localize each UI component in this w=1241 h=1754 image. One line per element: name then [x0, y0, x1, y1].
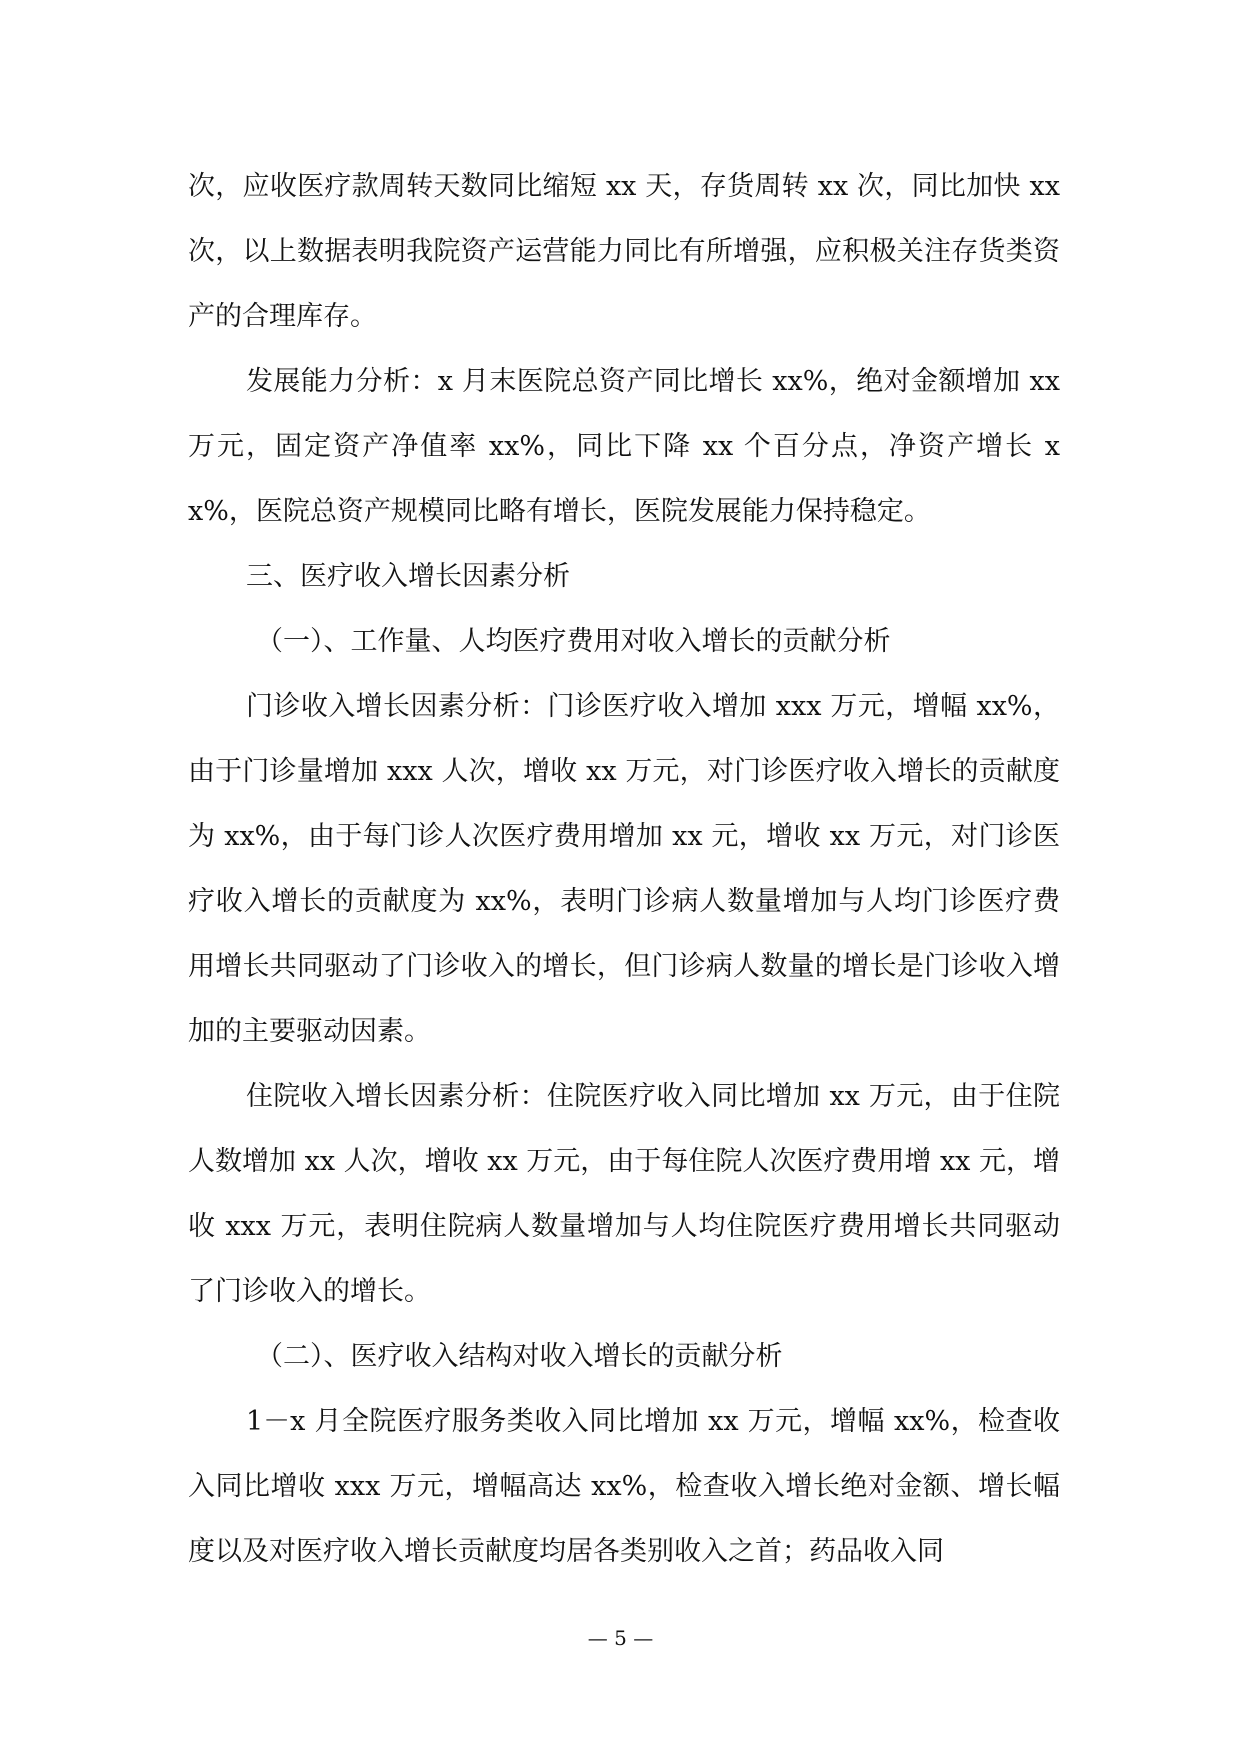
paragraph-outpatient-income: 门诊收入增长因素分析：门诊医疗收入增加 xxx 万元，增幅 xx%，由于门诊量增加 xxx 人次，增收 xx 万元，对门诊医疗收入增长的贡献度为 xx%，由于每门诊人次医疗费用增加 xx 元，增收 xx 万元，对门诊医疗收入增长的贡献度为 xx%，表明门诊病人数量增加与人均门诊医疗费用增长共同驱动了门诊收入的增长，但门诊病人数量的增长是门诊收入增加的主要驱动因素。 [188, 691, 1060, 1047]
subsection-heading-income-structure: （二）、医疗收入结构对收入增长的贡献分析 [256, 1341, 783, 1372]
paragraph-asset-operation: 次，应收医疗款周转天数同比缩短 xx 天，存货周转 xx 次，同比加快 xx 次，以上数据表明我院资产运营能力同比有所增强，应积极关注存货类资产的合理库存。 [188, 171, 1060, 332]
subsection-heading-workload: （一）、工作量、人均医疗费用对收入增长的贡献分析 [256, 626, 891, 657]
body-text [188, 154, 1060, 1584]
page-number: — 5 — [587, 1626, 654, 1650]
paragraph-development-capacity: 发展能力分析：x 月末医院总资产同比增长 xx%，绝对金额增加 xx 万元，固定资产净值率 xx%，同比下降 xx 个百分点，净资产增长 xx%，医院总资产规模同比略有增长，医院发展能力保持稳定。 [188, 366, 1060, 527]
section-heading-income-growth: 三、医疗收入增长因素分析 [246, 561, 570, 592]
paragraph-inpatient-income: 住院收入增长因素分析：住院医疗收入同比增加 xx 万元，由于住院人数增加 xx 人次，增收 xx 万元，由于每住院人次医疗费用增 xx 元，增收 xxx 万元，表明住院病人数量增加与人均住院医疗费用增长共同驱动了门诊收入的增长。 [188, 1081, 1060, 1307]
paragraph-service-income: 1－x 月全院医疗服务类收入同比增加 xx 万元，增幅 xx%，检查收入同比增收 xxx 万元，增幅高达 xx%，检查收入增长绝对金额、增长幅度以及对医疗收入增长贡献度均居各类别收入之首；药品收入同 [188, 1406, 1060, 1567]
